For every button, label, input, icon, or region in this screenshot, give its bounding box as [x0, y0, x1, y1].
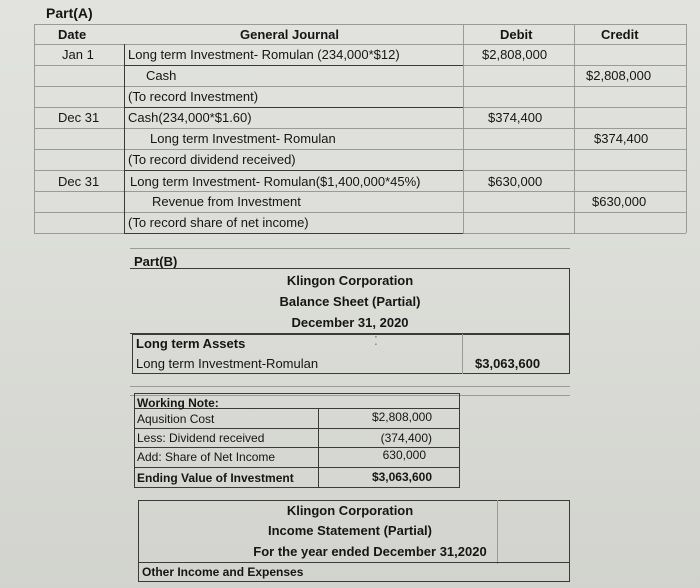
working-note-label: Ending Value of Investment — [137, 471, 294, 485]
grid-line — [462, 334, 463, 374]
grid-line — [130, 248, 570, 249]
working-note-value: 630,000 — [382, 448, 426, 462]
balance-sheet-date: December 31, 2020 — [291, 315, 409, 330]
working-note-label: Add: Share of Net Income — [137, 450, 276, 464]
investment-value: $3,063,600 — [475, 356, 541, 371]
working-note-label: Less: Dividend received — [137, 431, 265, 445]
income-statement-period: For the year ended December 31,2020 — [253, 544, 487, 559]
part-b-title: Part(B) — [134, 254, 178, 269]
journal-description: Cash(234,000*$1.60) — [128, 110, 252, 125]
grid-line — [34, 24, 686, 25]
journal-date: Jan 1 — [62, 47, 94, 62]
balance-sheet-company: Klingon Corporation — [286, 273, 414, 288]
journal-description: Cash — [146, 68, 177, 83]
grid-line — [34, 86, 686, 87]
grid-line — [318, 408, 319, 488]
income-statement-title: Income Statement (Partial) — [268, 523, 432, 538]
income-statement-company: Klingon Corporation — [286, 503, 414, 518]
grid-line — [686, 24, 687, 233]
entry-border — [134, 428, 460, 429]
grid-line — [124, 44, 125, 233]
journal-date: Dec 31 — [58, 174, 100, 189]
journal-description: (To record share of net income) — [128, 215, 309, 230]
journal-description: (To record dividend received) — [128, 152, 296, 167]
entry-border — [124, 107, 463, 108]
working-note-value: $3,063,600 — [371, 470, 432, 484]
working-note-title: Working Note: — [137, 396, 219, 410]
grid-line — [34, 128, 686, 129]
balance-sheet-title: Balance Sheet (Partial) — [279, 294, 421, 309]
working-note-label: Aqusition Cost — [137, 412, 215, 426]
entry-border — [124, 65, 463, 66]
investment-label: Long term Investment-Romulan — [136, 356, 319, 371]
header-debit: Debit — [500, 27, 533, 42]
header-date: Date — [58, 27, 87, 42]
grid-line — [574, 24, 575, 233]
journal-description: Long term Investment- Romulan($1,400,000*45%) — [130, 174, 421, 189]
working-note-value: (374,400) — [380, 431, 432, 445]
grid-line — [34, 191, 686, 192]
entry-border — [138, 562, 570, 563]
entry-border — [134, 467, 460, 468]
journal-date: Dec 31 — [58, 110, 100, 125]
grid-line — [34, 24, 35, 233]
journal-credit: $630,000 — [592, 194, 647, 209]
journal-description: Long term Investment- Romulan (234,000*$12) — [128, 47, 400, 62]
journal-description: Revenue from Investment — [152, 194, 301, 209]
journal-description: (To record Investment) — [128, 89, 259, 104]
grid-line — [463, 24, 464, 233]
entry-border — [124, 170, 463, 171]
grid-line — [34, 44, 686, 45]
header-credit: Credit — [601, 27, 639, 42]
grid-line — [34, 212, 686, 213]
long-term-assets-label: Long term Assets — [136, 336, 246, 351]
cell-marker: ⁚ — [374, 334, 378, 348]
working-note-value: $2,808,000 — [371, 410, 432, 424]
journal-debit: $630,000 — [488, 174, 543, 189]
journal-debit: $374,400 — [488, 110, 543, 125]
part-a-title: Part(A) — [46, 5, 93, 21]
other-income-label: Other Income and Expenses — [142, 565, 304, 579]
header-general-journal: General Journal — [240, 27, 339, 42]
journal-credit: $2,808,000 — [586, 68, 652, 83]
entry-border — [124, 233, 463, 234]
journal-credit: $374,400 — [594, 131, 649, 146]
journal-description: Long term Investment- Romulan — [150, 131, 336, 146]
grid-line — [130, 386, 570, 387]
journal-debit: $2,808,000 — [482, 47, 548, 62]
grid-line — [34, 149, 686, 150]
